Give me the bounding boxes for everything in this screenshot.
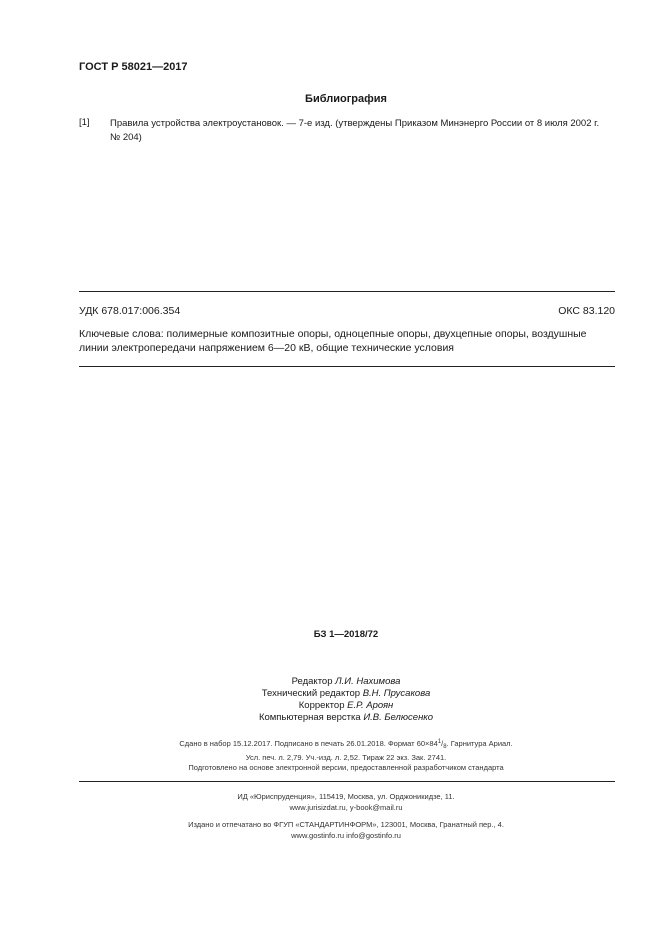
udk-code: УДК 678.017:006.354 (79, 305, 181, 317)
editor-role: Редактор (291, 676, 333, 687)
corrector-role: Корректор (298, 700, 345, 711)
keywords-line-1: Ключевые слова: полимерные композитные опоры, одноцепные опоры, двухцепные опоры, воздушные (79, 328, 587, 340)
publisher-line-1: ИД «Юриспруденция», 115419, Москва, ул. Орджоникидзе, 11. (237, 792, 455, 801)
publisher-line-3: Издано и отпечатано во ФГУП «СТАНДАРТИНФОРМ», 123001, Москва, Гранатный пер., 4. (188, 820, 504, 829)
format-slash: / (441, 739, 444, 748)
reference-line-2: № 204) (110, 132, 142, 143)
publisher-line-2: www.jurisizdat.ru, y-book@mail.ru (289, 803, 403, 812)
tech-editor-line (0, 688, 661, 700)
publisher-line-4: www.gostinfo.ru info@gostinfo.ru (291, 831, 401, 840)
print-info-1b: . Гарнитура Ариал. (446, 739, 513, 748)
tech-editor-name: В.Н. Прусакова (362, 688, 431, 699)
editor-line (0, 676, 661, 688)
reference-line-1: Правила устройства электроустановок. — 7-е изд. (утверждены Приказом Минэнерго России от 8 июля 2002 г. (110, 118, 600, 129)
print-info-line-3: Подготовлено на основе электронной версии, предоставленной разработчиком стандарта (188, 763, 504, 772)
divider-top (79, 291, 615, 292)
format-denominator: 8 (443, 744, 447, 750)
divider-bottom (79, 781, 615, 782)
tech-editor-role: Технический редактор (261, 688, 361, 699)
reference-number: [1] (79, 117, 90, 128)
divider-keywords (79, 366, 615, 367)
keywords (79, 327, 619, 355)
print-info-line-1 (0, 739, 661, 750)
staff-credits (0, 676, 661, 724)
oks-code: ОКС 83.120 (558, 305, 615, 317)
keywords-line-2: линии электропередачи напряжением 6—20 кВ, общие технические условия (79, 342, 454, 354)
bibliography-title: Библиография (305, 93, 387, 105)
editor-name: Л.И. Нахимова (335, 676, 401, 687)
layout-line (0, 712, 661, 724)
print-info-1a: Сдано в набор 15.12.2017. Подписано в печать 26.01.2018. Формат 60×84 (179, 739, 438, 748)
format-numerator: 1 (437, 739, 442, 745)
standard-number: ГОСТ Р 58021—2017 (79, 61, 188, 73)
corrector-line (0, 700, 661, 712)
layout-name: И.В. Белюсенко (363, 712, 434, 723)
corrector-name: Е.Р. Ароян (347, 700, 394, 711)
print-info-line-2: Усл. печ. л. 2,79. Уч.-изд. л. 2,52. Тираж 22 экз. Зак. 2741. (245, 753, 447, 762)
reference-text (110, 117, 620, 145)
layout-role: Компьютерная верстка (258, 712, 361, 723)
bz-number: БЗ 1—2018/72 (313, 629, 379, 640)
